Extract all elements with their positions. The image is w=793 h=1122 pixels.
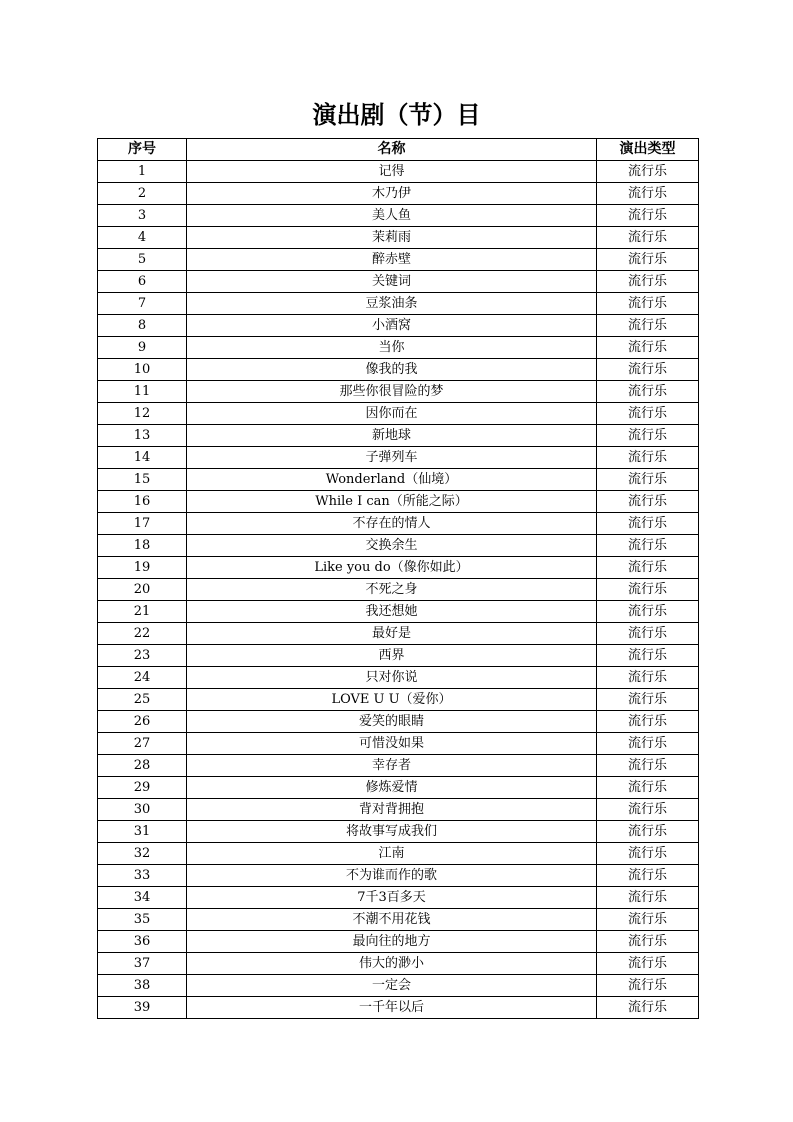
table-row	[98, 733, 699, 755]
cell-name: 幸存者	[187, 755, 597, 777]
cell-number: 16	[98, 491, 187, 513]
cell-name: 交换余生	[187, 535, 597, 557]
cell-number: 38	[98, 975, 187, 997]
cell-number: 34	[98, 887, 187, 909]
cell-name: 7千3百多天	[187, 887, 597, 909]
table-row	[98, 183, 699, 205]
cell-type: 流行乐	[597, 909, 699, 931]
table-row	[98, 755, 699, 777]
cell-number: 21	[98, 601, 187, 623]
table-row	[98, 447, 699, 469]
cell-name: 像我的我	[187, 359, 597, 381]
cell-number: 36	[98, 931, 187, 953]
table-row	[98, 535, 699, 557]
cell-type: 流行乐	[597, 689, 699, 711]
cell-number: 23	[98, 645, 187, 667]
cell-number: 37	[98, 953, 187, 975]
cell-number: 30	[98, 799, 187, 821]
cell-type: 流行乐	[597, 953, 699, 975]
table-row	[98, 315, 699, 337]
cell-name: 最好是	[187, 623, 597, 645]
cell-name: 只对你说	[187, 667, 597, 689]
cell-name: Wonderland（仙境）	[187, 469, 597, 491]
cell-type: 流行乐	[597, 623, 699, 645]
cell-number: 13	[98, 425, 187, 447]
table-row	[98, 579, 699, 601]
cell-number: 31	[98, 821, 187, 843]
table-row	[98, 821, 699, 843]
header-type: 演出类型	[597, 139, 699, 161]
cell-name: 将故事写成我们	[187, 821, 597, 843]
cell-name: 可惜没如果	[187, 733, 597, 755]
cell-name: 不存在的情人	[187, 513, 597, 535]
table-row	[98, 711, 699, 733]
table-row	[98, 689, 699, 711]
cell-name: 子弹列车	[187, 447, 597, 469]
cell-number: 12	[98, 403, 187, 425]
cell-name: 最向往的地方	[187, 931, 597, 953]
table-row	[98, 997, 699, 1019]
cell-name: 茉莉雨	[187, 227, 597, 249]
cell-number: 6	[98, 271, 187, 293]
cell-number: 18	[98, 535, 187, 557]
cell-number: 29	[98, 777, 187, 799]
cell-number: 26	[98, 711, 187, 733]
cell-type: 流行乐	[597, 975, 699, 997]
cell-type: 流行乐	[597, 535, 699, 557]
cell-type: 流行乐	[597, 469, 699, 491]
table-row	[98, 777, 699, 799]
cell-type: 流行乐	[597, 865, 699, 887]
cell-number: 20	[98, 579, 187, 601]
table-row	[98, 425, 699, 447]
program-table	[97, 138, 699, 1019]
cell-type: 流行乐	[597, 315, 699, 337]
cell-name: 小酒窝	[187, 315, 597, 337]
table-row	[98, 953, 699, 975]
cell-name: 当你	[187, 337, 597, 359]
table-row	[98, 381, 699, 403]
cell-type: 流行乐	[597, 337, 699, 359]
cell-name: 美人鱼	[187, 205, 597, 227]
cell-type: 流行乐	[597, 271, 699, 293]
cell-name: 我还想她	[187, 601, 597, 623]
cell-number: 24	[98, 667, 187, 689]
cell-type: 流行乐	[597, 491, 699, 513]
cell-name: 豆浆油条	[187, 293, 597, 315]
cell-name: 因你而在	[187, 403, 597, 425]
header-row	[98, 139, 699, 161]
cell-name: While I can（所能之际）	[187, 491, 597, 513]
cell-name: 不为谁而作的歌	[187, 865, 597, 887]
cell-type: 流行乐	[597, 755, 699, 777]
table-row	[98, 557, 699, 579]
cell-number: 11	[98, 381, 187, 403]
cell-type: 流行乐	[597, 359, 699, 381]
cell-type: 流行乐	[597, 711, 699, 733]
cell-number: 25	[98, 689, 187, 711]
cell-name: 一千年以后	[187, 997, 597, 1019]
cell-type: 流行乐	[597, 447, 699, 469]
cell-type: 流行乐	[597, 205, 699, 227]
cell-name: 醉赤壁	[187, 249, 597, 271]
cell-number: 7	[98, 293, 187, 315]
table-row	[98, 887, 699, 909]
cell-name: Like you do（像你如此）	[187, 557, 597, 579]
table-row	[98, 931, 699, 953]
table-row	[98, 513, 699, 535]
cell-type: 流行乐	[597, 557, 699, 579]
cell-type: 流行乐	[597, 425, 699, 447]
table-row	[98, 161, 699, 183]
cell-number: 22	[98, 623, 187, 645]
header-number: 序号	[98, 139, 187, 161]
table-row	[98, 337, 699, 359]
cell-number: 19	[98, 557, 187, 579]
table-row	[98, 865, 699, 887]
cell-name: 木乃伊	[187, 183, 597, 205]
cell-type: 流行乐	[597, 777, 699, 799]
cell-type: 流行乐	[597, 513, 699, 535]
cell-name: 西界	[187, 645, 597, 667]
cell-number: 32	[98, 843, 187, 865]
cell-number: 5	[98, 249, 187, 271]
cell-type: 流行乐	[597, 249, 699, 271]
cell-number: 3	[98, 205, 187, 227]
cell-name: 伟大的渺小	[187, 953, 597, 975]
cell-number: 15	[98, 469, 187, 491]
cell-number: 2	[98, 183, 187, 205]
cell-number: 39	[98, 997, 187, 1019]
cell-type: 流行乐	[597, 997, 699, 1019]
table-row	[98, 227, 699, 249]
table-row	[98, 667, 699, 689]
cell-type: 流行乐	[597, 645, 699, 667]
cell-number: 10	[98, 359, 187, 381]
cell-type: 流行乐	[597, 601, 699, 623]
cell-number: 4	[98, 227, 187, 249]
cell-number: 27	[98, 733, 187, 755]
cell-type: 流行乐	[597, 293, 699, 315]
cell-number: 28	[98, 755, 187, 777]
cell-type: 流行乐	[597, 667, 699, 689]
table-row	[98, 249, 699, 271]
cell-name: 那些你很冒险的梦	[187, 381, 597, 403]
cell-name: 一定会	[187, 975, 597, 997]
cell-type: 流行乐	[597, 821, 699, 843]
header-name: 名称	[187, 139, 597, 161]
cell-type: 流行乐	[597, 733, 699, 755]
cell-number: 35	[98, 909, 187, 931]
cell-name: 记得	[187, 161, 597, 183]
table-row	[98, 843, 699, 865]
cell-name: 新地球	[187, 425, 597, 447]
cell-type: 流行乐	[597, 799, 699, 821]
cell-number: 14	[98, 447, 187, 469]
table-row	[98, 359, 699, 381]
cell-name: 背对背拥抱	[187, 799, 597, 821]
cell-name: 江南	[187, 843, 597, 865]
table-row	[98, 623, 699, 645]
cell-number: 9	[98, 337, 187, 359]
table-row	[98, 271, 699, 293]
table-row	[98, 205, 699, 227]
page-title: 演出剧（节）目	[312, 101, 481, 129]
table-row	[98, 601, 699, 623]
cell-number: 1	[98, 161, 187, 183]
cell-type: 流行乐	[597, 931, 699, 953]
table-row	[98, 469, 699, 491]
cell-name: 修炼爱情	[187, 777, 597, 799]
table-row	[98, 975, 699, 997]
table-row	[98, 491, 699, 513]
cell-number: 33	[98, 865, 187, 887]
table-row	[98, 403, 699, 425]
cell-name: 关键词	[187, 271, 597, 293]
table-row	[98, 909, 699, 931]
cell-type: 流行乐	[597, 381, 699, 403]
cell-type: 流行乐	[597, 403, 699, 425]
table-row	[98, 799, 699, 821]
cell-number: 8	[98, 315, 187, 337]
cell-name: 爱笑的眼睛	[187, 711, 597, 733]
table-row	[98, 293, 699, 315]
cell-type: 流行乐	[597, 579, 699, 601]
cell-number: 17	[98, 513, 187, 535]
table-row	[98, 645, 699, 667]
cell-name: 不潮不用花钱	[187, 909, 597, 931]
cell-type: 流行乐	[597, 843, 699, 865]
cell-type: 流行乐	[597, 161, 699, 183]
cell-type: 流行乐	[597, 227, 699, 249]
cell-type: 流行乐	[597, 887, 699, 909]
cell-name: LOVE U U（爱你）	[187, 689, 597, 711]
cell-type: 流行乐	[597, 183, 699, 205]
cell-name: 不死之身	[187, 579, 597, 601]
